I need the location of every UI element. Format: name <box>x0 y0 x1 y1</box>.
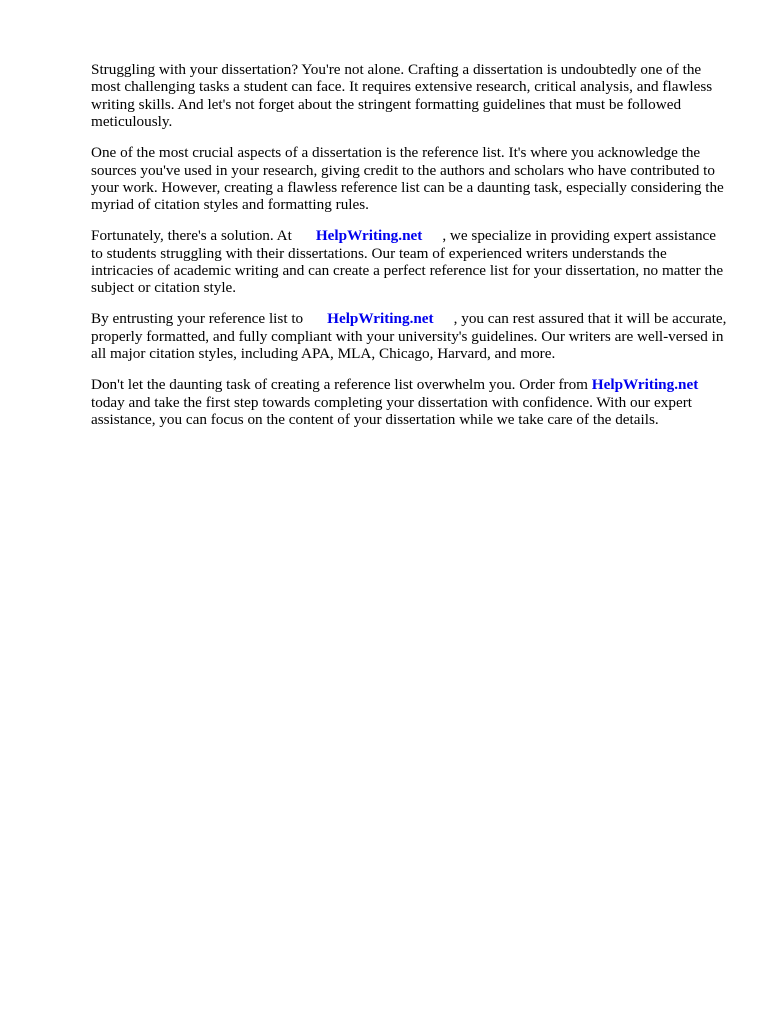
paragraph-reference-list-text: One of the most crucial aspects of a dissertation is the reference list. It's where you acknowledge the sources you've used in your research, giving credit to the authors and scholars who have contributed to your work. However, creating a flawless reference list can be a daunting task, especially considering the myriad of citation styles and formatting rules. <box>91 144 724 214</box>
paragraph-solution-rest: , we specialize in providing expert assistance to students struggling with their dissertations. Our team of experienced writers understands the intricacies of academic writing and can create a perfect reference list for your dissertation, no matter the subject or citation style. <box>91 227 724 297</box>
paragraph-order <box>91 376 731 428</box>
document-body <box>91 61 731 442</box>
paragraph-order-rest: today and take the first step towards completing your dissertation with confidence. With our expert assistance, you can focus on the content of your dissertation while we take care of the details. <box>91 393 692 428</box>
paragraph-entrusting-lead: By entrusting your reference list to <box>91 310 304 328</box>
paragraph-solution <box>91 227 731 297</box>
paragraph-intro-text: Struggling with your dissertation? You're not alone. Crafting a dissertation is undoubtedly one of the most challenging tasks a student can face. It requires extensive research, critical analysis, and flawless writing skills. And let's not forget about the stringent formatting guidelines that must be followed meticulously. <box>91 61 713 131</box>
paragraph-entrusting <box>91 310 731 362</box>
helpwriting-link-1[interactable]: HelpWriting.net <box>315 227 423 245</box>
paragraph-intro <box>91 61 731 131</box>
paragraph-reference-list <box>91 144 731 214</box>
paragraph-order-lead: Don't let the daunting task of creating a reference list overwhelm you. Order from <box>91 376 588 394</box>
paragraph-solution-lead: Fortunately, there's a solution. At <box>91 227 292 245</box>
helpwriting-link-2[interactable]: HelpWriting.net <box>327 310 434 328</box>
paragraph-entrusting-rest: , you can rest assured that it will be accurate, properly formatted, and fully compliant with your university's guidelines. Our writers are well-versed in all major citation styles, including APA, MLA, Chicago, Harvard, and more. <box>91 310 727 363</box>
helpwriting-link-3[interactable]: HelpWriting.net <box>591 376 699 394</box>
